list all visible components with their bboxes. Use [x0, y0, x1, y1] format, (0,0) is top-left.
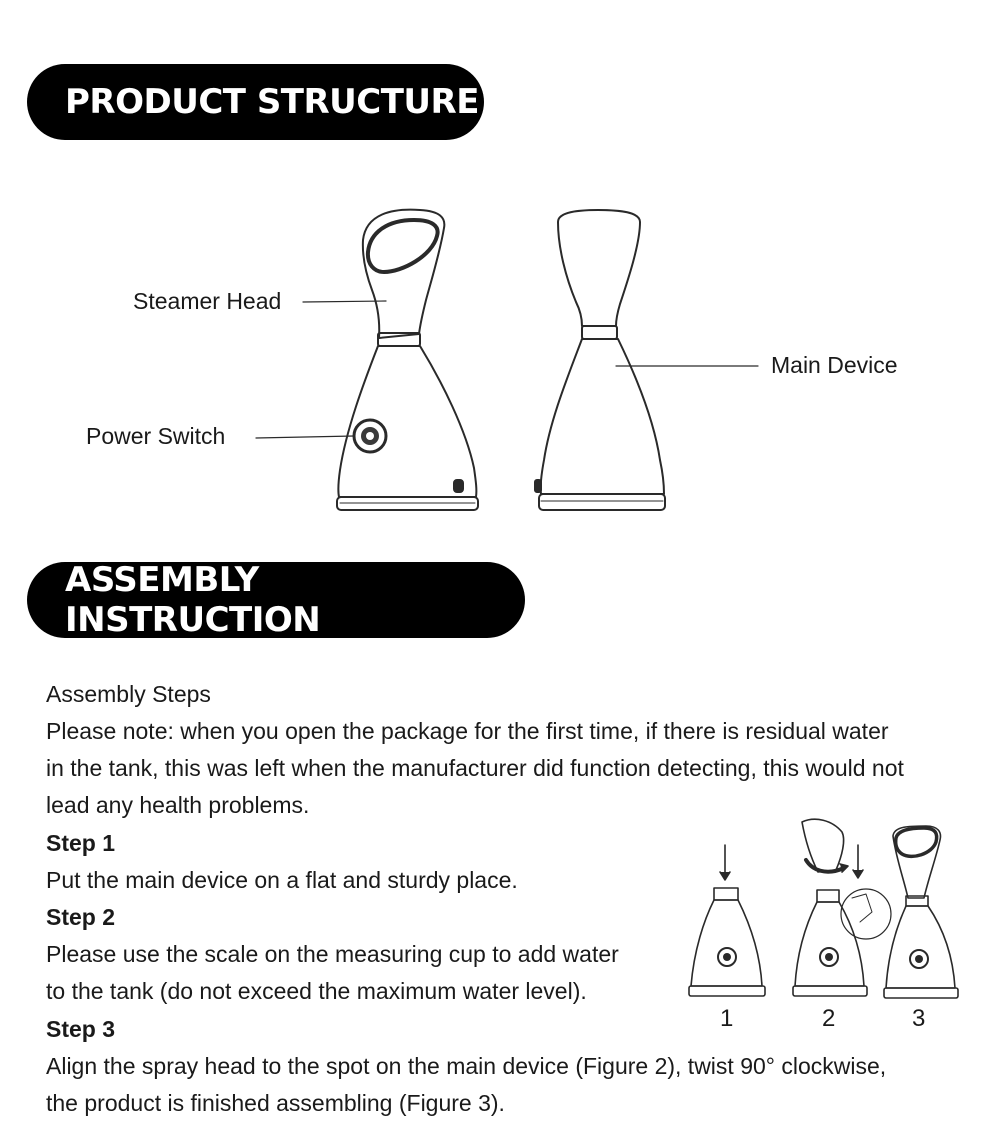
steamer-front-illustration [337, 210, 478, 510]
note-line: lead any health problems. [46, 792, 310, 818]
step-1-text: Put the main device on a flat and sturdy place. [46, 867, 518, 893]
step-2-text: Please use the scale on the measuring cup to add water [46, 941, 619, 967]
note-line: in the tank, this was left when the manufacturer did function detecting, this would not [46, 755, 904, 781]
assembly-steps-heading: Assembly Steps [46, 681, 211, 707]
assembly-figure-1 [689, 845, 765, 996]
step-2-title: Step 2 [46, 904, 116, 930]
step-1-title: Step 1 [46, 830, 116, 856]
figure-number-2: 2 [822, 1005, 836, 1032]
step-2-text: to the tank (do not exceed the maximum water level). [46, 978, 587, 1004]
step-3-title: Step 3 [46, 1016, 116, 1042]
label-power-switch: Power Switch [86, 423, 226, 449]
assembly-instruction-title: ASSEMBLY INSTRUCTION [65, 560, 321, 640]
label-steamer-head: Steamer Head [133, 288, 282, 314]
steamer-back-illustration [535, 210, 665, 510]
product-structure-title: PRODUCT STRUCTURE [65, 82, 479, 122]
assembly-figures [689, 819, 958, 998]
label-main-device: Main Device [771, 352, 898, 378]
assembly-figure-3 [884, 826, 958, 998]
step-3-text: the product is finished assembling (Figure 3). [46, 1090, 505, 1116]
figure-number-3: 3 [912, 1005, 926, 1032]
note-line: Please note: when you open the package for the first time, if there is residual water [46, 718, 889, 744]
assembly-figure-2 [793, 819, 891, 996]
step-3-text: Align the spray head to the spot on the main device (Figure 2), twist 90° clockwise, [46, 1053, 887, 1079]
figure-number-1: 1 [720, 1005, 734, 1032]
